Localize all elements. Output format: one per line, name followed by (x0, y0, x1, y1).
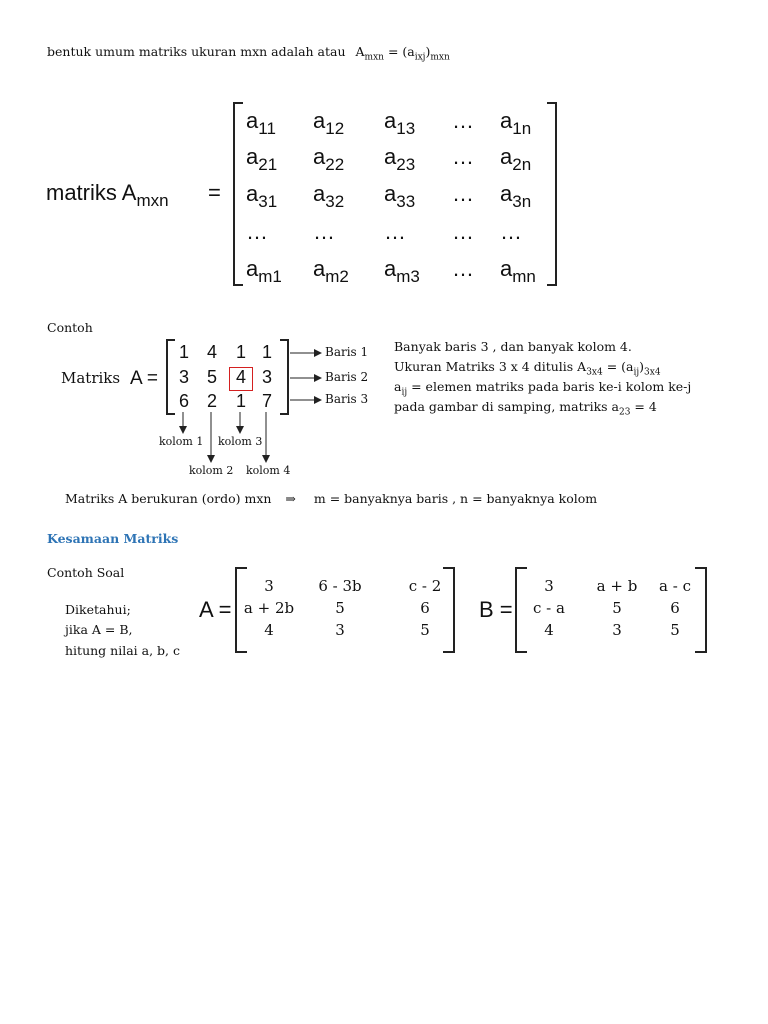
desc-line-3-a: a (394, 379, 402, 394)
general-matrix-label-sub: mxn (136, 191, 169, 210)
implies-arrow: ⇒ (285, 491, 296, 506)
matrix-element-base: … (313, 219, 335, 244)
matrix-B-cell: 4 (544, 621, 554, 639)
ordo-left: Matriks A berukuran (ordo) mxn (65, 491, 272, 506)
general-matrix-equals: = (208, 180, 221, 205)
col-label-3: kolom 3 (218, 435, 263, 448)
jika-text: jika A = B, (65, 622, 133, 637)
matrix-A-cell: c - 2 (408, 577, 442, 595)
col-label-4: kolom 4 (246, 464, 291, 477)
matrix-B-cell: a + b (596, 577, 638, 595)
matrix-element-base: a (313, 181, 326, 206)
matrix-element-base: a (246, 181, 259, 206)
matrix-element-base: … (384, 219, 406, 244)
matrix-A-cell: 6 - 3b (318, 577, 362, 595)
matrix-element-subscript: 12 (325, 119, 345, 138)
matrix-A-cell: a + 2b (243, 599, 295, 617)
desc-line-3 (394, 379, 691, 398)
matrix-A-cell: 5 (335, 599, 345, 617)
matrix-element-base: … (452, 108, 474, 133)
hitung-text: hitung nilai a, b, c (65, 643, 180, 658)
desc-line-1: Banyak baris 3 , dan banyak kolom 4. (394, 339, 632, 354)
matrix-element-subscript: 1n (512, 119, 532, 138)
matrix-element-base: a (246, 144, 259, 169)
matrix-A-cell: 3 (335, 621, 345, 639)
matrix-B-cell: a - c (659, 577, 691, 595)
matrix-element-subscript: 11 (258, 119, 276, 138)
example-matrix-cell: 4 (235, 367, 246, 387)
matrix-element-base: a (313, 108, 326, 133)
notation-close: ) (425, 44, 431, 59)
matrix-element-subscript: 21 (258, 155, 278, 174)
matrix-element-subscript: 3n (512, 192, 532, 211)
matrix-element-base: a (384, 256, 397, 281)
notation-eq: = (a (387, 44, 415, 59)
matrix-B-cell: 3 (544, 577, 554, 595)
example-matrix-cell: 3 (261, 367, 272, 387)
desc-line-2-sub2: ij (633, 367, 640, 378)
example-matrix-cell: 5 (206, 367, 217, 387)
desc-line-2-sub3: 3x4 (644, 367, 661, 378)
matrix-B-cell: c - a (533, 599, 565, 617)
matrix-element-subscript: 2n (512, 155, 532, 174)
desc-line-4-b: = 4 (630, 399, 657, 414)
matrix-element-subscript: mn (512, 267, 536, 286)
notation-sub: mxn (364, 52, 384, 63)
col-label-2: kolom 2 (189, 464, 234, 477)
matrix-element-base: a (384, 108, 397, 133)
matrix-element-subscript: 13 (396, 119, 416, 138)
matrix-element-base: … (452, 256, 474, 281)
matrix-element-base: a (500, 181, 513, 206)
row-label-3: Baris 3 (325, 392, 369, 406)
example-matrix-cell: 6 (178, 391, 189, 411)
matrix-element-base: a (500, 108, 513, 133)
matrix-A-cell: 3 (264, 577, 274, 595)
example-matrix-cell: 4 (206, 342, 217, 362)
matrix-element-base: a (384, 181, 397, 206)
matrix-A-cell: 6 (420, 599, 430, 617)
row-label-2: Baris 2 (325, 370, 369, 384)
matrix-element-subscript: m2 (325, 267, 349, 286)
example-matrix-cell: 1 (261, 342, 272, 362)
matrix-element-subscript: 32 (325, 192, 345, 211)
matrix-element-base: … (452, 181, 474, 206)
contoh-soal-label: Contoh Soal (47, 565, 125, 580)
matrix-element-base: … (452, 144, 474, 169)
matrix-element-base: a (500, 256, 513, 281)
example-matrix-cell: 1 (235, 342, 246, 362)
example-matrix-cell: 3 (178, 367, 189, 387)
matrix-element-base: a (384, 144, 397, 169)
desc-line-2-a: Ukuran Matriks 3 x 4 ditulis A (394, 359, 587, 374)
matrix-B-name: B = (479, 597, 513, 622)
matrix-B-cell: 5 (670, 621, 680, 639)
matrix-element-base: … (500, 219, 522, 244)
ordo-line (65, 491, 597, 506)
desc-line-3-b: = elemen matriks pada baris ke-i kolom ke-j (407, 379, 692, 394)
desc-line-2-c: ) (639, 359, 645, 374)
matrix-B-cell: 3 (612, 621, 622, 639)
matrix-element-subscript: m3 (396, 267, 420, 286)
matrix-element-base: … (452, 219, 474, 244)
example-matrix-cell: 1 (235, 391, 246, 411)
example-matrix-cell: 7 (261, 391, 272, 411)
diketahui-text: Diketahui; (65, 602, 131, 617)
notation-ij: ixj (414, 52, 426, 63)
example-matrix-cell: 2 (206, 391, 217, 411)
ordo-right: m = banyaknya baris , n = banyaknya kolom (313, 491, 598, 506)
matrix-element-subscript: 31 (258, 192, 278, 211)
col-label-1: kolom 1 (159, 435, 204, 448)
contoh-label: Contoh (47, 320, 93, 335)
notation-A: A (355, 44, 365, 59)
desc-line-4-sub: 23 (619, 407, 631, 418)
example-matrix-label: Matriks (61, 369, 121, 387)
matrix-element-base: a (313, 256, 326, 281)
desc-line-2 (394, 359, 661, 378)
desc-line-2-b: = (a (602, 359, 634, 374)
example-matrix-name: A = (130, 368, 158, 389)
matrix-B-cell: 5 (612, 599, 622, 617)
example-matrix-cell: 1 (178, 342, 189, 362)
desc-line-2-sub1: 3x4 (586, 367, 603, 378)
matrix-A-name: A = (199, 597, 232, 622)
desc-line-4-a: pada gambar di samping, matriks a (394, 399, 619, 414)
matrix-element-subscript: 23 (396, 155, 416, 174)
general-matrix-label-text: matriks A (46, 180, 137, 205)
desc-line-4 (394, 399, 657, 418)
matrix-element-subscript: 33 (396, 192, 416, 211)
notation-sub2: mxn (430, 52, 450, 63)
desc-line-3-sub: ij (401, 387, 408, 398)
row-label-1: Baris 1 (325, 345, 369, 359)
section-title: Kesamaan Matriks (47, 531, 179, 546)
matrix-element-base: a (313, 144, 326, 169)
matrix-element-subscript: m1 (258, 267, 282, 286)
matrix-element-base: a (246, 108, 259, 133)
matrix-element-base: a (500, 144, 513, 169)
intro-text: bentuk umum matriks ukuran mxn adalah atau (47, 44, 346, 59)
matrix-A-cell: 5 (420, 621, 430, 639)
matrix-B-cell: 6 (670, 599, 680, 617)
matrix-element-base: a (246, 256, 259, 281)
matrix-element-base: … (246, 219, 268, 244)
matrix-element-subscript: 22 (325, 155, 345, 174)
matrix-A-cell: 4 (264, 621, 274, 639)
